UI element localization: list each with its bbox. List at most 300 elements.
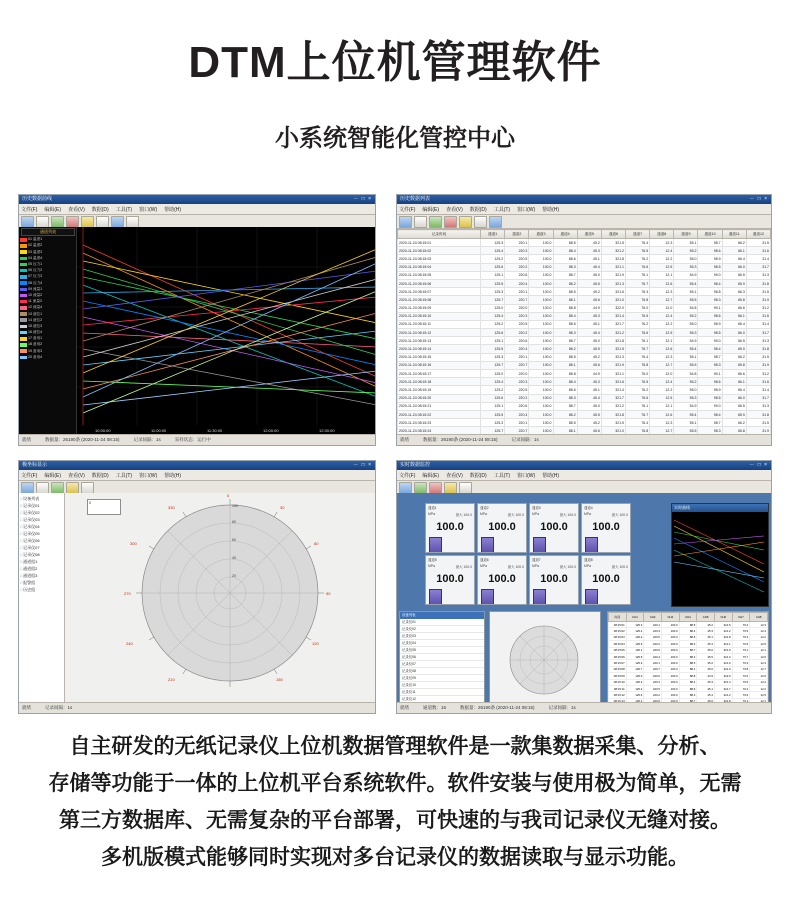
table-cell: 220.1 xyxy=(505,239,529,247)
list-item[interactable]: 记录仪07 xyxy=(400,661,484,668)
menu-edit[interactable]: 编辑(E) xyxy=(44,206,62,213)
table-row[interactable] xyxy=(398,345,771,353)
window-controls[interactable]: － □ × xyxy=(353,196,372,202)
menu-tools[interactable]: 工具(T) xyxy=(115,472,133,479)
table-cell: 12.1 xyxy=(750,647,768,653)
table-cell: 220.2 xyxy=(505,263,529,271)
menu-tools[interactable]: 工具(T) xyxy=(115,206,133,213)
table-cell: 220.2 xyxy=(644,692,662,698)
table-cell: 2020-11-24 08:15:08 xyxy=(398,296,481,304)
menu-edit[interactable]: 编辑(E) xyxy=(422,206,440,213)
gauge-name: 通道3 xyxy=(532,506,541,510)
titlebar xyxy=(19,195,375,204)
table-cell: 321.5 xyxy=(601,345,625,353)
gauge-max: 最大 100.0 xyxy=(455,513,472,517)
connect-icon[interactable] xyxy=(399,482,412,494)
table-cell: 76.6 xyxy=(625,263,649,271)
table-row[interactable] xyxy=(398,353,771,361)
table-cell: 76.2 xyxy=(732,685,750,691)
table-col-header[interactable]: 通道8 xyxy=(650,230,674,239)
gauge-unit: MPa xyxy=(532,564,539,568)
channel-label: 13 液位1 xyxy=(28,311,43,316)
table-row[interactable] xyxy=(398,410,771,418)
gauge-name: 通道8 xyxy=(584,558,593,562)
channel-item[interactable] xyxy=(20,324,76,330)
table-cell: 66.6 xyxy=(722,370,746,378)
table-cell: 88.4 xyxy=(553,378,577,386)
menu-view[interactable]: 查看(V) xyxy=(68,206,85,213)
polar-icon[interactable] xyxy=(66,482,79,494)
gauge-value: 100.0 xyxy=(488,573,516,585)
tree-item[interactable]: □ 记录仪02 xyxy=(20,509,63,516)
channel-list[interactable] xyxy=(19,227,77,434)
table-cell: 2020-11-24 08:15:07 xyxy=(398,288,481,296)
table-row[interactable] xyxy=(398,247,771,255)
table-cell: 100.0 xyxy=(661,628,679,634)
table-cell: 2020-11-24 08:15:06 xyxy=(398,279,481,287)
table-cell: 100.0 xyxy=(529,337,553,345)
table-cell: 55.1 xyxy=(674,419,698,427)
channel-item[interactable] xyxy=(20,342,76,348)
menu-window[interactable]: 窗口(W) xyxy=(139,206,158,213)
table-cell: 98.5 xyxy=(698,394,722,402)
tree-item[interactable]: □ 记录仪06 xyxy=(20,537,63,544)
table-cell: 125.5 xyxy=(481,345,505,353)
table-cell: 12.4 xyxy=(750,628,768,634)
screenshot-trend-window[interactable] xyxy=(18,194,376,446)
table-row[interactable] xyxy=(398,329,771,337)
list-item[interactable]: 记录仪05 xyxy=(400,647,484,654)
list-item[interactable]: 记录仪04 xyxy=(400,640,484,647)
channel-item[interactable] xyxy=(20,237,76,243)
table-row[interactable] xyxy=(398,394,771,402)
table-cell: 98.7 xyxy=(698,353,722,361)
table-col-header[interactable]: CH1 xyxy=(626,613,644,622)
screenshot-table-window[interactable] xyxy=(396,194,772,446)
window-controls[interactable]: － □ × xyxy=(353,462,372,468)
menubar[interactable] xyxy=(397,204,771,215)
realtime-trend-panel[interactable] xyxy=(671,503,769,607)
table-cell: 220.4 xyxy=(644,653,662,659)
table-cell: 12.6 xyxy=(650,345,674,353)
channel-color-swatch xyxy=(20,343,27,347)
tree-item[interactable]: □ 设备列表 xyxy=(20,495,63,502)
gauge-bar xyxy=(585,589,598,605)
mini-polar-panel[interactable] xyxy=(489,611,601,709)
channel-label: 01 温度1 xyxy=(28,237,43,242)
table-col-header[interactable]: 通道9 xyxy=(674,230,698,239)
open-icon[interactable] xyxy=(399,216,412,228)
window-title: 极坐标显示 xyxy=(22,462,48,468)
menubar[interactable] xyxy=(19,470,375,481)
data-table[interactable] xyxy=(397,229,771,434)
table-cell: 45.3 xyxy=(577,312,601,320)
channel-item[interactable] xyxy=(20,249,76,255)
list-item[interactable]: 记录仪06 xyxy=(400,654,484,661)
status-interval: 记录间隔：1s xyxy=(548,705,576,710)
gauge-bar xyxy=(481,589,494,605)
table-cell: 125.2 xyxy=(481,320,505,328)
play-icon[interactable] xyxy=(51,482,64,494)
tree-item[interactable]: □ 记录仪07 xyxy=(20,544,63,551)
table-cell: 2020-11-24 08:15:14 xyxy=(398,345,481,353)
list-item[interactable]: 记录仪03 xyxy=(400,633,484,640)
channel-label: 04 温度4 xyxy=(28,255,43,260)
table-cell: 220.5 xyxy=(505,255,529,263)
table-cell: 45.6 xyxy=(577,427,601,434)
table-cell: 321.8 xyxy=(601,410,625,418)
print-icon[interactable] xyxy=(81,482,94,494)
table-cell: 99.0 xyxy=(698,271,722,279)
table-cell: 54.9 xyxy=(674,402,698,410)
menu-window[interactable]: 窗口(W) xyxy=(517,206,536,213)
table-col-header[interactable]: CH7 xyxy=(732,613,750,622)
table-col-header[interactable]: 通道3 xyxy=(529,230,553,239)
data-table-body[interactable] xyxy=(397,229,771,434)
table-cell: 31.4 xyxy=(746,255,770,263)
channel-item[interactable] xyxy=(20,243,76,249)
channel-color-swatch xyxy=(20,331,27,335)
tree-item[interactable]: □ 记录仪08 xyxy=(20,551,63,558)
zoom-icon[interactable] xyxy=(81,216,94,228)
table-cell: 12.3 xyxy=(650,353,674,361)
table-cell: 98.5 xyxy=(698,329,722,337)
menu-file[interactable]: 文件(F) xyxy=(399,206,416,213)
table-cell: 55.1 xyxy=(674,288,698,296)
channel-item[interactable] xyxy=(20,274,76,280)
gauge-card[interactable] xyxy=(581,555,631,605)
trend-svg xyxy=(77,227,375,425)
svg-text:90: 90 xyxy=(326,591,331,596)
table-cell: 321.8 xyxy=(714,634,732,640)
mini-trend-svg xyxy=(672,512,766,604)
table-cell: 08:15:08 xyxy=(609,666,627,672)
gauge-card[interactable] xyxy=(529,503,579,553)
table-col-header[interactable]: CH8 xyxy=(750,613,768,622)
filter-icon[interactable] xyxy=(459,216,472,228)
table-col-header[interactable]: 记录时间 xyxy=(398,230,481,239)
stop-icon[interactable] xyxy=(66,216,79,228)
list-item[interactable]: 记录仪08 xyxy=(400,668,484,675)
channel-color-swatch xyxy=(20,244,27,248)
table-cell: 98.4 xyxy=(698,410,722,418)
gauge-card[interactable] xyxy=(581,503,631,553)
table-row[interactable] xyxy=(398,320,771,328)
tree-item[interactable]: □ 记录仪03 xyxy=(20,516,63,523)
channel-item[interactable] xyxy=(20,293,76,299)
menu-tools[interactable]: 工具(T) xyxy=(493,472,511,479)
channel-item[interactable] xyxy=(20,336,76,342)
table-cell: 100.0 xyxy=(529,239,553,247)
channel-item[interactable] xyxy=(20,287,76,293)
table-row[interactable] xyxy=(398,427,771,434)
table-row[interactable] xyxy=(398,239,771,247)
table-col-header[interactable]: 通道1 xyxy=(481,230,505,239)
gauge-card[interactable] xyxy=(529,555,579,605)
table-cell: 125.4 xyxy=(481,312,505,320)
channel-item[interactable] xyxy=(20,268,76,274)
save-icon[interactable] xyxy=(414,216,427,228)
list-item[interactable]: 记录仪10 xyxy=(400,682,484,689)
channel-item[interactable] xyxy=(20,305,76,311)
channel-item[interactable] xyxy=(20,262,76,268)
settings-icon[interactable] xyxy=(126,216,139,228)
screenshot-polar-window[interactable] xyxy=(18,460,376,714)
list-item[interactable]: 记录仪02 xyxy=(400,626,484,633)
table-col-header[interactable]: CH4 xyxy=(679,613,697,622)
table-row[interactable] xyxy=(398,279,771,287)
save-icon[interactable] xyxy=(36,216,49,228)
gauge-value: 100.0 xyxy=(592,521,620,533)
menubar[interactable] xyxy=(19,204,375,215)
table-cell: 88.6 xyxy=(553,320,577,328)
gauge-max: 最大 100.0 xyxy=(611,513,628,517)
menu-file[interactable]: 文件(F) xyxy=(21,206,38,213)
table-col-header[interactable]: 通道12 xyxy=(746,230,770,239)
tree-item[interactable]: □ 通道组2 xyxy=(20,565,63,572)
table-cell: 125.4 xyxy=(481,378,505,386)
window-controls[interactable]: － □ × xyxy=(749,196,768,202)
table-col-header[interactable]: 通道11 xyxy=(722,230,746,239)
table-cell: 12.5 xyxy=(650,263,674,271)
x-tick-3: 11:30:00 xyxy=(207,428,223,433)
table-cell: 2020-11-24 08:15:21 xyxy=(398,402,481,410)
table-cell: 321.3 xyxy=(601,353,625,361)
table-cell: 99.0 xyxy=(698,337,722,345)
table-cell: 08:15:06 xyxy=(609,653,627,659)
table-row[interactable] xyxy=(398,255,771,263)
table-cell: 98.8 xyxy=(698,288,722,296)
menu-edit[interactable]: 编辑(E) xyxy=(44,472,62,479)
gauge-max: 最大 100.0 xyxy=(559,513,576,517)
status-count: 数据量：26190条 (2020-11-24 08:15) xyxy=(460,705,535,710)
screenshot-dashboard-window[interactable] xyxy=(396,460,772,714)
table-col-header[interactable]: 通道4 xyxy=(553,230,577,239)
menubar[interactable] xyxy=(397,470,771,481)
table-col-header[interactable]: 时间 xyxy=(609,613,627,622)
table-row[interactable] xyxy=(398,378,771,386)
channel-label: 08 压力4 xyxy=(28,280,43,285)
menu-data[interactable]: 数据(D) xyxy=(91,472,109,479)
table-cell: 88.4 xyxy=(553,312,577,320)
table-cell: 76.4 xyxy=(625,419,649,427)
stop-icon[interactable] xyxy=(429,482,442,494)
channel-label: 02 温度2 xyxy=(28,243,43,248)
table-row[interactable] xyxy=(398,296,771,304)
tree-item[interactable]: □ 通道组3 xyxy=(20,572,63,579)
table-col-header[interactable]: 通道6 xyxy=(601,230,625,239)
table-row[interactable] xyxy=(398,361,771,369)
gauge-card[interactable] xyxy=(425,555,475,605)
table-cell: 45.4 xyxy=(697,641,715,647)
table-cell: 2020-11-24 08:15:03 xyxy=(398,255,481,263)
open-icon[interactable] xyxy=(21,482,34,494)
table-cell: 2020-11-24 08:15:11 xyxy=(398,320,481,328)
table-col-header[interactable]: 通道2 xyxy=(505,230,529,239)
grid-icon[interactable] xyxy=(111,216,124,228)
table-cell: 76.5 xyxy=(625,247,649,255)
svg-text:300: 300 xyxy=(130,541,137,546)
table-row[interactable] xyxy=(398,288,771,296)
table-cell: 125.3 xyxy=(626,660,644,666)
play-icon[interactable] xyxy=(51,216,64,228)
table-cell: 98.6 xyxy=(698,378,722,386)
table-row[interactable] xyxy=(398,402,771,410)
trend-plot[interactable] xyxy=(77,227,375,434)
table-cell: 45.4 xyxy=(577,394,601,402)
table-cell: 55.4 xyxy=(674,410,698,418)
menu-data[interactable]: 数据(D) xyxy=(469,206,487,213)
tree-item[interactable]: □ 通道组1 xyxy=(20,558,63,565)
table-cell: 76.1 xyxy=(732,647,750,653)
gauge-bar xyxy=(533,537,546,553)
table-col-header[interactable]: CH5 xyxy=(697,613,715,622)
status-ready: 就绪 xyxy=(400,705,409,710)
list-item[interactable]: 记录仪01 xyxy=(400,619,484,626)
gauge-card[interactable] xyxy=(425,503,475,553)
table-row[interactable] xyxy=(398,271,771,279)
refresh-icon[interactable] xyxy=(489,216,502,228)
table-cell: 321.2 xyxy=(714,692,732,698)
table-cell: 12.5 xyxy=(650,329,674,337)
menu-window[interactable]: 窗口(W) xyxy=(139,472,158,479)
channel-item[interactable] xyxy=(20,355,76,361)
table-cell: 88.5 xyxy=(553,288,577,296)
toolbar[interactable] xyxy=(397,215,771,229)
save-icon[interactable] xyxy=(36,482,49,494)
list-item[interactable]: 记录仪12 xyxy=(400,696,484,703)
table-col-header[interactable]: CH2 xyxy=(644,613,662,622)
channel-item[interactable] xyxy=(20,348,76,354)
table-cell: 321.3 xyxy=(601,279,625,287)
realtime-table-panel[interactable] xyxy=(607,611,769,709)
table-row[interactable] xyxy=(398,337,771,345)
table-cell: 220.0 xyxy=(505,370,529,378)
delete-icon[interactable] xyxy=(444,216,457,228)
table-col-header[interactable]: CH6 xyxy=(714,613,732,622)
polar-chart-area[interactable] xyxy=(65,493,375,702)
list-item[interactable]: 记录仪09 xyxy=(400,675,484,682)
menu-tools[interactable]: 工具(T) xyxy=(493,206,511,213)
open-icon[interactable] xyxy=(21,216,34,228)
alarm-icon[interactable] xyxy=(444,482,457,494)
table-header-row xyxy=(609,613,768,622)
gauge-card[interactable] xyxy=(477,555,527,605)
table-col-header[interactable]: 通道7 xyxy=(625,230,649,239)
tree-item[interactable]: □ 记录仪05 xyxy=(20,530,63,537)
menu-help[interactable]: 帮助(H) xyxy=(164,472,182,479)
table-cell: 100.0 xyxy=(529,361,553,369)
tree-item[interactable]: □ 历史组 xyxy=(20,586,63,593)
table-cell: 125.3 xyxy=(481,353,505,361)
table-cell: 65.8 xyxy=(722,427,746,434)
table-row[interactable] xyxy=(398,263,771,271)
table-cell: 76.2 xyxy=(625,320,649,328)
settings-icon[interactable] xyxy=(459,482,472,494)
table-row[interactable] xyxy=(398,370,771,378)
menu-data[interactable]: 数据(D) xyxy=(469,472,487,479)
device-tree[interactable] xyxy=(19,493,65,702)
menu-view[interactable]: 查看(V) xyxy=(446,206,463,213)
menu-help[interactable]: 帮助(H) xyxy=(542,472,560,479)
menu-edit[interactable]: 编辑(E) xyxy=(422,472,440,479)
device-list-panel[interactable] xyxy=(399,611,485,709)
gauge-grid[interactable] xyxy=(425,503,631,605)
table-col-header[interactable]: 通道5 xyxy=(577,230,601,239)
channel-color-swatch xyxy=(20,263,27,267)
table-cell: 76.7 xyxy=(732,653,750,659)
channel-item[interactable] xyxy=(20,317,76,323)
channel-item[interactable] xyxy=(20,330,76,336)
tree-item[interactable]: □ 记录仪01 xyxy=(20,502,63,509)
menu-file[interactable]: 文件(F) xyxy=(399,472,416,479)
table-cell: 321.1 xyxy=(601,370,625,378)
svg-text:60: 60 xyxy=(232,538,236,542)
table-row[interactable] xyxy=(398,419,771,427)
tree-item[interactable]: □ 报警组 xyxy=(20,579,63,586)
table-row[interactable] xyxy=(398,312,771,320)
table-cell: 321.7 xyxy=(601,394,625,402)
table-cell: 220.1 xyxy=(505,419,529,427)
table-cell: 321.0 xyxy=(601,296,625,304)
window-controls[interactable]: － □ × xyxy=(749,462,768,468)
gauge-card[interactable] xyxy=(477,503,527,553)
list-item[interactable]: 记录仪11 xyxy=(400,689,484,696)
mini-data-table[interactable] xyxy=(608,612,768,705)
table-col-header[interactable]: 通道10 xyxy=(698,230,722,239)
menu-view[interactable]: 查看(V) xyxy=(446,472,463,479)
table-cell: 321.2 xyxy=(601,329,625,337)
menu-data[interactable]: 数据(D) xyxy=(91,206,109,213)
table-cell: 66.4 xyxy=(722,255,746,263)
table-cell: 100.0 xyxy=(529,296,553,304)
menu-file[interactable]: 文件(F) xyxy=(21,472,38,479)
table-cell: 220.7 xyxy=(644,666,662,672)
gauge-bar xyxy=(481,537,494,553)
menu-window[interactable]: 窗口(W) xyxy=(517,472,536,479)
channel-item[interactable] xyxy=(20,311,76,317)
gauge-max: 最大 100.0 xyxy=(507,513,524,517)
channel-item[interactable] xyxy=(20,299,76,305)
menu-view[interactable]: 查看(V) xyxy=(68,472,85,479)
print-icon[interactable] xyxy=(96,216,109,228)
table-col-header[interactable]: CH3 xyxy=(661,613,679,622)
table-cell: 220.4 xyxy=(505,410,529,418)
table-cell: 321.6 xyxy=(601,288,625,296)
gauge-name: 通道6 xyxy=(480,558,489,562)
table-cell: 88.4 xyxy=(553,247,577,255)
table-cell: 76.6 xyxy=(732,641,750,647)
window-title: 历史数据曲线 xyxy=(22,196,53,202)
table-cell: 55.4 xyxy=(674,279,698,287)
table-cell: 88.4 xyxy=(679,628,697,634)
menu-help[interactable]: 帮助(H) xyxy=(164,206,182,213)
table-cell: 100.0 xyxy=(661,673,679,679)
export-icon[interactable] xyxy=(429,216,442,228)
tree-item[interactable]: □ 记录仪04 xyxy=(20,523,63,530)
table-cell: 125.1 xyxy=(481,337,505,345)
channel-item[interactable] xyxy=(20,256,76,262)
channel-item[interactable] xyxy=(20,280,76,286)
table-cell: 76.7 xyxy=(625,410,649,418)
table-row[interactable] xyxy=(398,386,771,394)
print-icon[interactable] xyxy=(474,216,487,228)
description-line-2: 存储等功能于一体的上位机平台系统软件。软件安装与使用极为简单，无需 xyxy=(48,772,742,795)
table-cell: 31.5 xyxy=(746,353,770,361)
menu-help[interactable]: 帮助(H) xyxy=(542,206,560,213)
table-row[interactable] xyxy=(398,304,771,312)
start-icon[interactable] xyxy=(414,482,427,494)
